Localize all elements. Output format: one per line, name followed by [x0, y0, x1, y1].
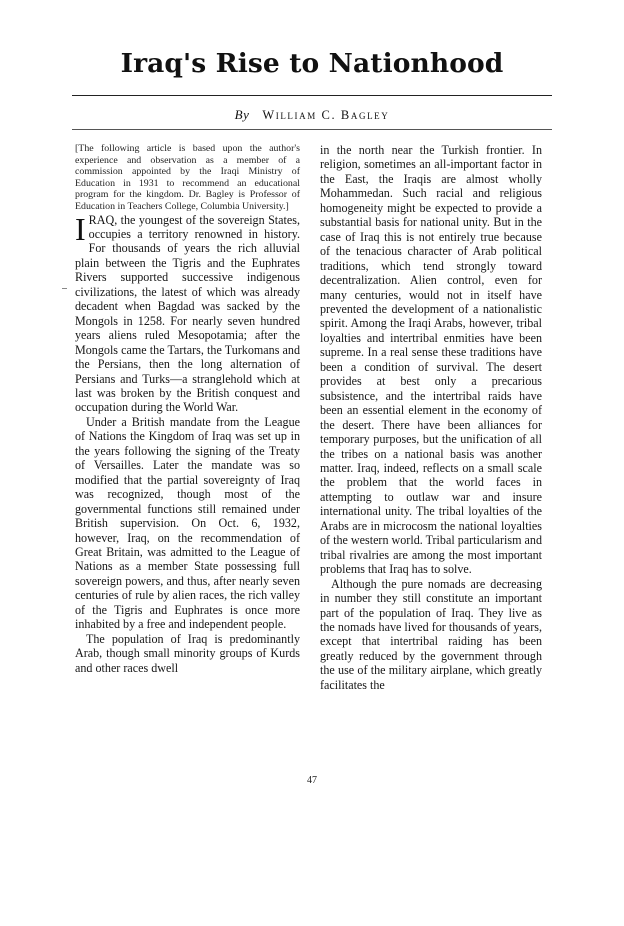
drop-cap: I [75, 210, 86, 247]
article-title: Iraq's Rise to Nationhood [120, 48, 504, 79]
paragraph-5: Although the pure nomads are decreasing in number they still constitute an important part of the population of Iraq. They live as the nomads have lived for thousands of years, except that intertribal raiding has been greatly reduced by the government through the use of the military airplane, which greatly facilitates the [320, 576, 542, 692]
page-number: 47 [307, 775, 317, 786]
byline-rule [72, 129, 552, 130]
paragraph-2: Under a British mandate from the League of Nations the Kingdom of Iraq was set up in the years following the signing of the Treaty of Versailles. Later the mandate was so modified that the partial sovereignty of Iraq was recognized, though most of the governmental functions still remained under British supervision. On Oct. 6, 1932, however, Iraq, on the recommendation of Great Britain, was admitted to the League of Nations as a member State possessing full sovereign powers, and thus, after nearly seven centuries of rule by alien races, the rich valley of the Tigris and Euphrates is once more inhabited by a free and independent people. [75, 414, 300, 632]
title-rule [72, 95, 552, 96]
paragraph-4: in the north near the Turkish frontier. In religion, sometimes an all-important factor in the East, the Iraqis are almost wholly Mohammedan. Such racial and religious homogeneity might be expected to provide a substantial basis for national unity. But in the case of Iraq this is not entirely true because of the tenacious character of Arab political traditions, which tend strongly toward decentralization. Alien control, even for many centuries, would not in itself have prevented the development of a nationalistic spirit. Among the Iraqi Arabs, however, tribal loyalties and intertribal enmities have been supreme. In a real sense these traditions have been a condition of survival. The desert provides at best only a precarious subsistence, and the intertribal raids have been an essential element in the economy of the desert. There have been alliances for temporary purposes, but the unification of all the tribes on a national basis was another matter. Iraq, indeed, reflects on a small scale the problem that the world faces in attempting to outlaw war and insure international unity. The tribal loyalties of the Arabs are in microcosm the national loyalties of the western world. Tribal particularism and tribal rivalries are among the most important problems that Iraq has to solve. [320, 143, 543, 577]
byline-space [254, 108, 258, 122]
byline-prefix: By [234, 107, 250, 122]
margin-mark [62, 288, 67, 289]
paragraph-1 [75, 210, 300, 415]
opening-word: RAQ, [88, 212, 118, 227]
author-name: William C. Bagley [262, 108, 390, 122]
byline [0, 107, 624, 123]
paragraph-3: The population of Iraq is predominantly Arab, though small minority groups of Kurds and other races dwell [75, 631, 300, 675]
paragraph-1-text: the youngest of the sovereign States, occupies a territory renowned in history. For thousands of years the rich alluvial plain between the Tigris and the Euphrates Rivers supported successive indigenous civilizations, the latest of which was already decadent when Bagdad was sacked by the Mongols in 1258. For nearly seven hundred years aliens ruled Mesopotamia; after the Mongols came the Tartars, the Turkomans and the Persians, then the long alternation of Persians and Turks—a stranglehold which at last was broken by the British conquest and occupation during the World War. [75, 212, 300, 415]
right-column [320, 143, 542, 692]
left-column [75, 143, 300, 675]
editor-note: [The following article is based upon the author's experience and observation as a member of a commission appointed by the Iraqi Ministry of Education in 1931 to recommend an educational program for the kingdom. Dr. Bagley is Professor of Education in Teachers College, Columbia University.] [75, 143, 300, 212]
